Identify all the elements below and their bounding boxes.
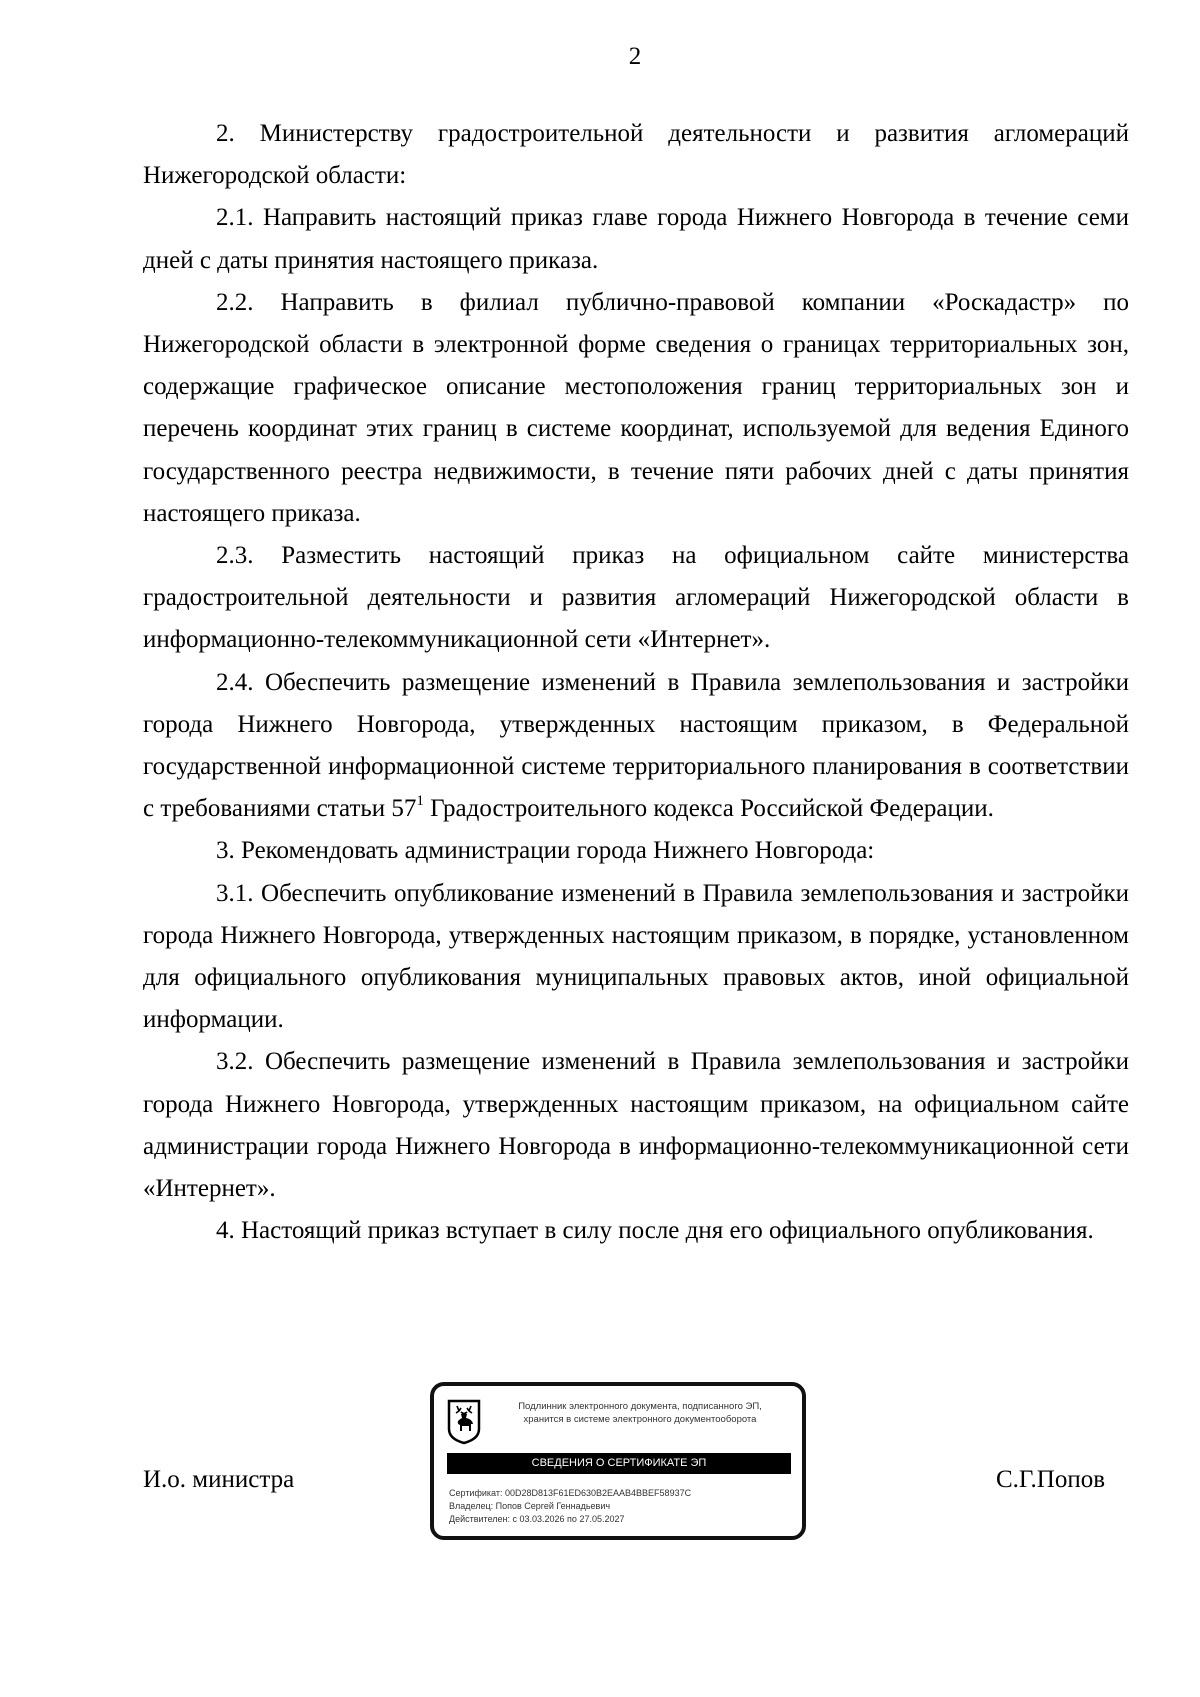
paragraph-4: 4. Настоящий приказ вступает в силу после дня его официального опубликования. <box>216 1217 1094 1245</box>
paragraph-2: 2. Министерству градостроительной деятельности и развития агломераций Нижегородской области: <box>143 120 1129 190</box>
paragraph-3-1: 3.1. Обеспечить опубликование изменений в Правила землепользования и застройки города Нижнего Новгорода, утвержденных настоящим приказом, в порядке, установленном для официального опубликования муниципальных правовых актов, иной официальной информации. <box>143 879 1129 1034</box>
paragraph-2-4-text-after: Градостроительного кодекса Российской Федерации. <box>423 795 994 823</box>
certificate-owner: Владелец: Попов Сергей Геннадьевич <box>449 1501 611 1511</box>
stamp-notice-line-1: Подлинник электронного документа, подписанного ЭП, <box>518 1401 762 1412</box>
document-body <box>143 113 1129 1252</box>
paragraph-3-2: 3.2. Обеспечить размещение изменений в Правила землепользования и застройки города Нижнего Новгорода, утвержденных настоящим приказом, на официальном сайте администрации города Нижнего Новгорода в информационно-телекоммуникационной сети «Интернет». <box>143 1048 1129 1203</box>
article-superscript: 1 <box>416 793 424 810</box>
stamp-details <box>449 1487 789 1526</box>
paragraph-2-2: 2.2. Направить в филиал публично-правовой компании «Роскадастр» по Нижегородской области в электронной форме сведения о границах территориальных зон, содержащие графическое описание местоположения границ территориальных зон и перечень координат этих границ в системе координат, используемой для ведения Единого государственного реестра недвижимости, в течение пяти рабочих дней с даты принятия настоящего приказа. <box>143 288 1129 527</box>
signatory-position: И.о. министра <box>143 1466 295 1493</box>
page-number: 2 <box>628 43 642 70</box>
paragraph-2-3: 2.3. Разместить настоящий приказ на официальном сайте министерства градостроительной деятельности и развития агломераций Нижегородской области в информационно-телекоммуникационной сети «Интернет». <box>143 542 1129 654</box>
certificate-validity: Действителен: с 03.03.2026 по 27.05.2027 <box>449 1514 625 1524</box>
paragraph-2-4-text-before: 2.4. Обеспечить размещение изменений в Правила землепользования и застройки города Нижнего Новгорода, утвержденных настоящим приказом, в Федеральной государственной информационной системе территориального планирования в соответствии с требованиями статьи 57 <box>143 668 1129 823</box>
paragraph-2-4 <box>143 662 1129 831</box>
certificate-number: Сертификат: 00D28D813F61ED630B2EAAB4BBEF58937C <box>449 1488 692 1498</box>
paragraph-2-1: 2.1. Направить настоящий приказ главе города Нижнего Новгорода в течение семи дней с даты принятия настоящего приказа. <box>143 204 1129 274</box>
paragraph-3: 3. Рекомендовать администрации города Нижнего Новгорода: <box>216 837 875 865</box>
stamp-notice-line-2: хранится в системе электронного документооборота <box>523 1414 757 1425</box>
deer-emblem-icon <box>447 1399 481 1445</box>
stamp-header: СВЕДЕНИЯ О СЕРТИФИКАТЕ ЭП <box>447 1453 791 1474</box>
electronic-signature-stamp <box>430 1382 806 1540</box>
stamp-notice <box>490 1400 790 1426</box>
signatory-name: С.Г.Попов <box>996 1466 1106 1493</box>
